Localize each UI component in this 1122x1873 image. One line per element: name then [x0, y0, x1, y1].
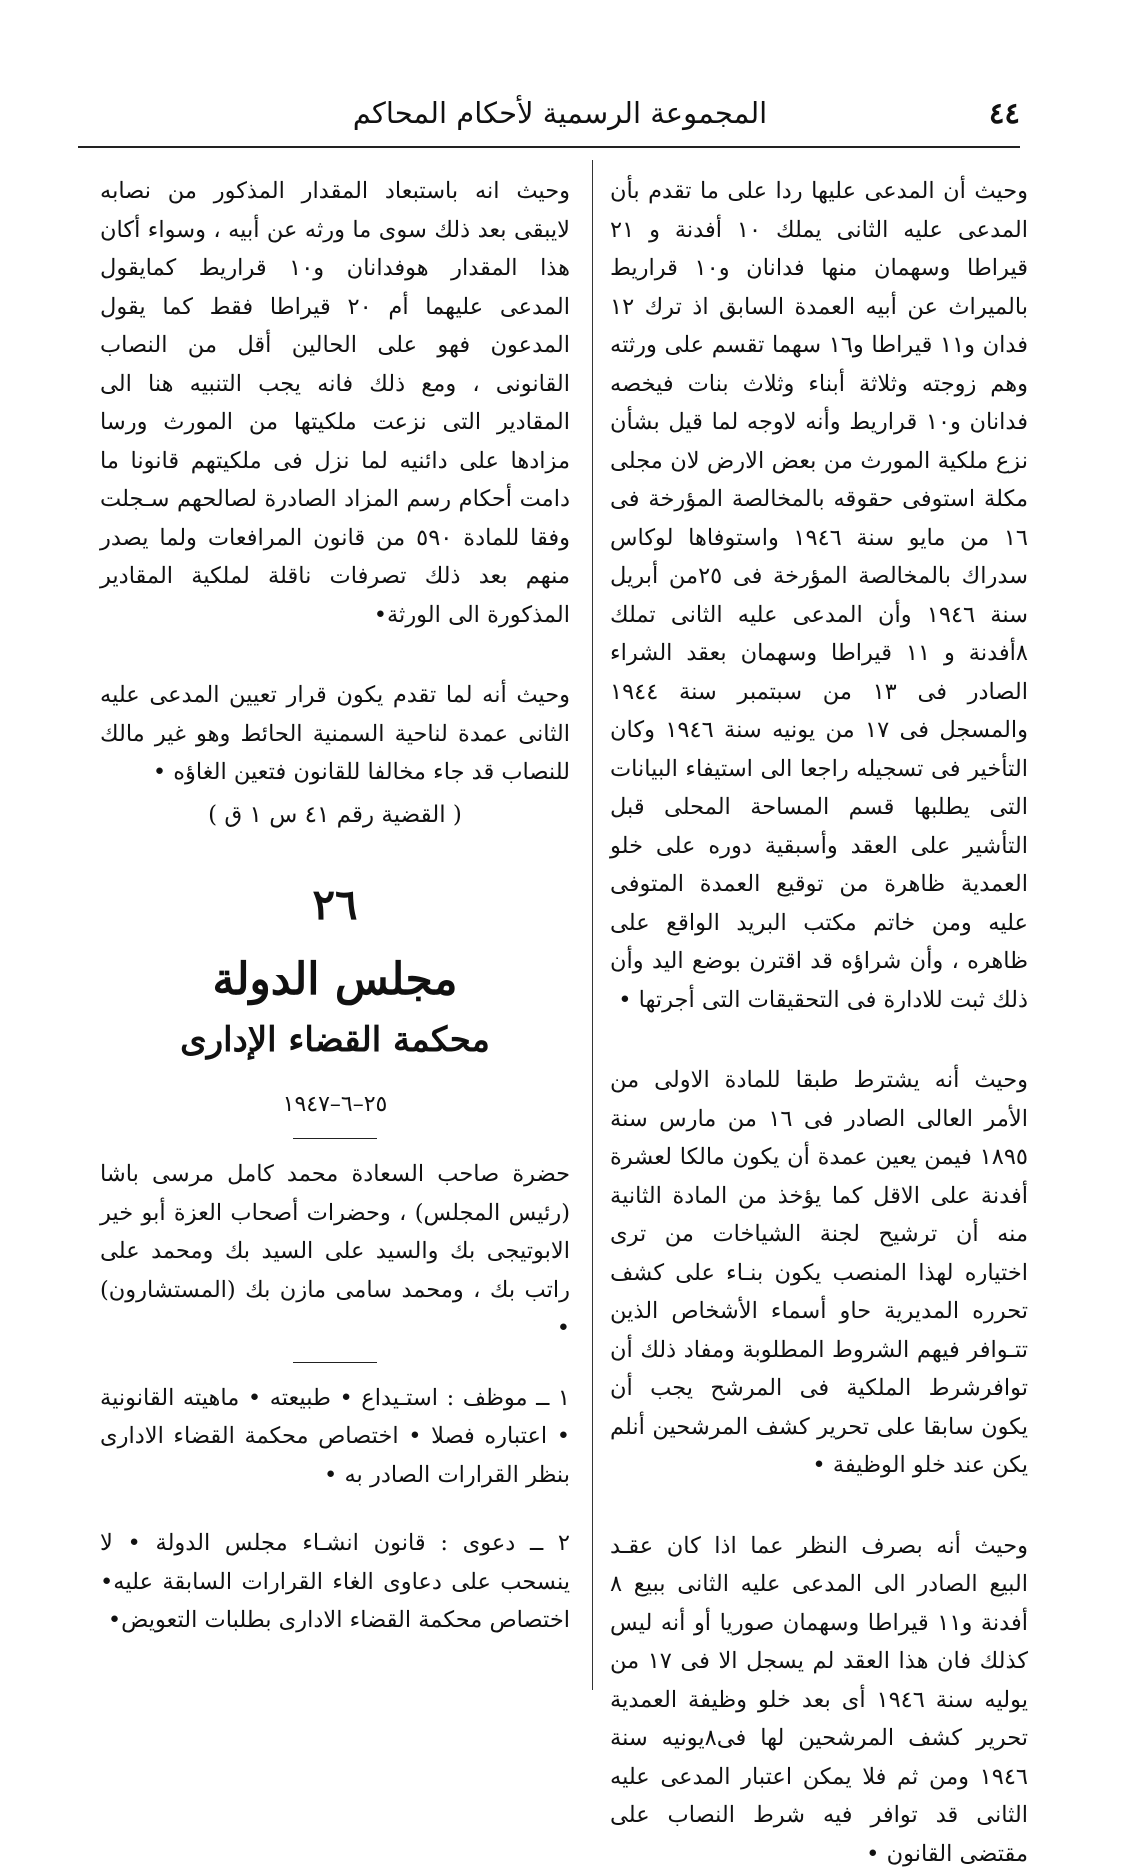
case-reference: ( القضية رقم ٤١ س ١ ق ) — [100, 796, 570, 835]
panel-members: حضرة صاحب السعادة محمد كامل مرسى باشا (رئيس المجلس) ، وحضرات أصحاب العزة أبو خير الابوتيجى بك والسيد على السيد بك ومحمد على راتب بك ، ومحمد سامى مازن بك (المستشارون) • — [100, 1155, 570, 1348]
paragraph: وحيث أنه يشترط طبقا للمادة الاولى من الأمر العالى الصادر فى ١٦ من مارس سنة ١٨٩٥ فيمن يعين عمدة أن يكون مالكا لعشرة أفدنة على الاقل كما يؤخذ من المادة الثانية منه أن ترشيح لجنة الشياخات من ترى اختياره لهذا المنصب يكون بنـاء على كشف تحرره المديرية حاو أسماء الأشخاص الذين تتـوافر فيهم الشروط المطلوبة ومفاد ذلك أن توافرشرط الملكية فى المرشح يجب أن يكون سابقا على تحرير كشف المرشحين أنلم يكن عند خلو الوظيفة • — [610, 1061, 1028, 1485]
header-rule — [78, 146, 1020, 148]
running-title: المجموعة الرسمية لأحكام المحاكم — [300, 96, 820, 130]
paragraph: وحيث انه باستبعاد المقدار المذكور من نصابه لايبقى بعد ذلك سوى ما ورثه عن أبيه ، وسواء أكان هذا المقدار هوفدانان و١٠ قراريط كمايقول المدعى عليهما أم ٢٠ قيراطا فقط كما يقول المدعون فهو على الحالين أقل من النصاب القانونى ، ومع ذلك فانه يجب التنبيه هنا الى المقادير التى نزعت ملكيتها من المورث ورسا مزادها على دائنيه لما نزل فى ملكيتهم قانونا ما دامت أحكام رسم المزاد الصادرة لصالحهم سـجلت وفقا للمادة ٥٩٠ من قانون المرافعات ولما يصدر منهم بعد ذلك تصرفات ناقلة لملكية المقادير المذكورة الى الورثة• — [100, 172, 570, 634]
headnotes — [100, 1379, 570, 1640]
headnote: ٢ ــ دعوى : قانون انشـاء مجلس الدولة • لا ينسحب على دعاوى الغاء القرارات السابقة عليه• اختصاص محكمة القضاء الادارى بطلبات التعويض• — [100, 1524, 570, 1640]
paragraph: وحيث أنه بصرف النظر عما اذا كان عقـد البيع الصادر الى المدعى عليه الثانى ببيع ٨ أفدنة و١١ قيراطا وسهمان صوريا أو أنه ليس كذلك فان هذا العقد لم يسجل الا فى ١٧ من يوليه سنة ١٩٤٦ أى بعد خلو وظيفة العمدية تحرير كشف المرشحين لها فى٨يونيه سنة ١٩٤٦ ومن ثم فلا يمكن اعتبار المدعى عليه الثانى قد توافر فيه شرط النصاب على مقتضى القانون • — [610, 1527, 1028, 1873]
case-number: ٢٦ — [100, 886, 570, 925]
section-rule — [293, 1362, 377, 1363]
left-column — [100, 172, 570, 1640]
page-number: ٤٤ — [950, 96, 1020, 130]
headnote: ١ ــ موظف : استـيداع • طبيعته • ماهيته القانونية • اعتباره فصلا • اختصاص محكمة القضاء الادارى بنظر القرارات الصادر به • — [100, 1379, 570, 1495]
paragraph: وحيث أنه لما تقدم يكون قرار تعيين المدعى عليه الثانى عمدة لناحية السمنية الحائط وهو غير مالك للنصاب قد جاء مخالفا للقانون فتعين الغاؤه • — [100, 676, 570, 792]
paragraph: وحيث أن المدعى عليها ردا على ما تقدم بأن المدعى عليه الثانى يملك ١٠ أفدنة و ٢١ قيراطا وسهمان منها فدانان و١٠ قراريط بالميراث عن أبيه العمدة السابق اذ ترك ١٢ فدان و١١ قيراطا و١٦ سهما تقسم على ورثته وهم زوجته وثلاثة أبناء وثلاث بنات فيخصه فدانان و١٠ قراريط وأنه لاوجه لما قيل بشأن نزع ملكية المورث من بعض الارض لان مجلى مكلة استوفى حقوقه بالمخالصة المؤرخة فى ١٦ من مايو سنة ١٩٤٦ واستوفاها لوكاس سدراك بالمخالصة المؤرخة فى ٢٥من أبريل سنة ١٩٤٦ وأن المدعى عليه الثانى تملك ٨أفدنة و ١١ قيراطا وسهمان بعقد الشراء الصادر فى ١٣ من سبتمبر سنة ١٩٤٤ والمسجل فى ١٧ من يونيه سنة ١٩٤٦ وكان التأخير فى تسجيله راجعا الى استيفاء البيانات التى يطلبها قسم المساحة المحلى قبل التأشير على العقد وأسبقية دوره على خلو العمدية ظاهرة من توقيع العمدة المتوفى عليه ومن خاتم مكتب البريد الواقع على ظاهره ، وأن شراؤه قد اقترن بوضع اليد وأن ذلك ثبت للادارة فى التحقيقات التى أجرتها • — [610, 172, 1028, 1019]
column-divider — [592, 160, 593, 1690]
council-title: مجلس الدولة — [100, 961, 570, 1000]
judgment-date: ٢٥–٦–١٩٤٧ — [100, 1086, 570, 1125]
right-column — [610, 172, 1028, 1873]
court-title: محكمة القضاء الإدارى — [100, 1021, 570, 1060]
section-rule — [293, 1138, 377, 1139]
